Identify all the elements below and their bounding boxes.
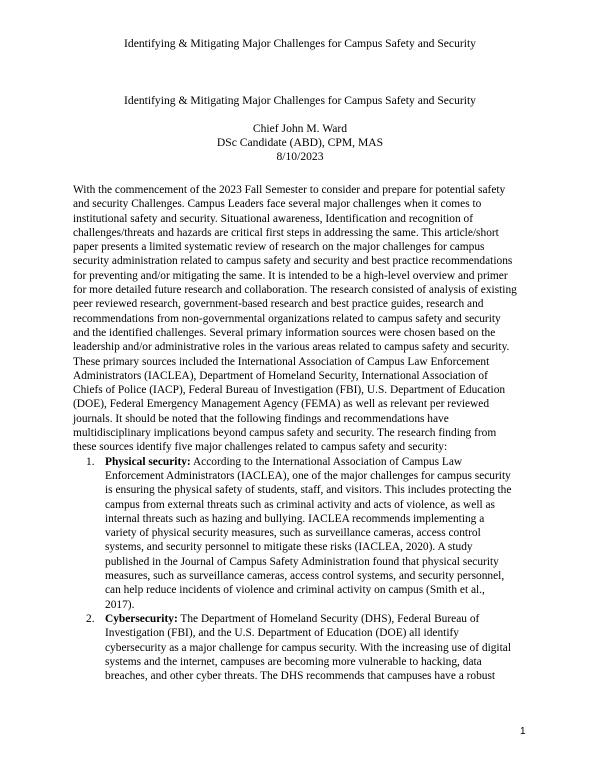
intro-line: recommendations from non-governmental organizations related to campus safety and security xyxy=(73,312,501,325)
intro-line: for more detailed future research and collaboration. The research consisted of analysis of existing xyxy=(73,284,517,297)
document-title: Identifying & Mitigating Major Challenges for Campus Safety and Security xyxy=(124,94,476,107)
body-text xyxy=(73,183,535,683)
author-credentials: DSc Candidate (ABD), CPM, MAS xyxy=(216,136,384,149)
challenge-term: Physical security: xyxy=(105,455,191,468)
list-item-number: 1. xyxy=(86,455,95,468)
intro-line: (DOE), Federal Emergency Management Agency (FEMA) as well as relevant per reviewed xyxy=(73,398,490,411)
document-date: 8/10/2023 xyxy=(276,150,324,163)
list-item xyxy=(73,455,535,612)
intro-line: multidisciplinary implications beyond campus safety and security. The research finding from xyxy=(73,427,497,440)
intro-line: for preventing and/or mitigating the same. It is intended to be a high-level overview and primer xyxy=(73,269,508,282)
page-number: 1 xyxy=(520,726,526,737)
challenge-text: The Department of Homeland Security (DHS), Federal Bureau of xyxy=(177,612,480,625)
intro-line: journals. It should be noted that the following findings and recommendations have xyxy=(73,412,449,425)
list-item-line: systems, and security personnel to mitigate these risks (IACLEA, 2020). A study xyxy=(105,541,473,554)
list-item-number: 2. xyxy=(86,612,95,625)
list-item-line: systems and the internet, campuses are becoming more vulnerable to hacking, data xyxy=(105,655,482,668)
list-item-line: Investigation (FBI), and the U.S. Department of Education (DOE) all identify xyxy=(105,627,459,640)
intro-line: and the identified challenges. Several primary information sources were chosen based on the xyxy=(73,326,496,339)
intro-line: Administrators (IACLEA), Department of Homeland Security, International Association of xyxy=(73,369,488,382)
intro-line: and security Challenges. Campus Leaders face several major challenges when it comes to xyxy=(73,198,482,211)
list-item-line: 2017). xyxy=(105,598,135,611)
intro-line: institutional safety and security. Situational awareness, Identification and recognition of xyxy=(73,212,474,225)
intro-line: peer reviewed research, government-based research and best practice guides, research and xyxy=(73,298,484,311)
list-item-line: measures, such as surveillance cameras, access control systems, and security personnel, xyxy=(105,570,505,583)
list-item-line: is ensuring the physical safety of students, staff, and visitors. This includes protecting the xyxy=(105,484,512,497)
list-item-line: breaches, and other cyber threats. The DHS recommends that campuses have a robust xyxy=(105,670,496,683)
intro-line: Chiefs of Police (IACP), Federal Bureau of Investigation (FBI), U.S. Department of Education xyxy=(73,384,506,397)
intro-line: leadership and/or administrative roles in the various areas related to campus safety and security. xyxy=(73,341,510,354)
list-item-line: internal threats such as hazing and bullying. IACLEA recommends implementing a xyxy=(105,512,485,525)
challenge-term: Cybersecurity: xyxy=(105,612,178,625)
running-header: Identifying & Mitigating Major Challenges for Campus Safety and Security xyxy=(124,37,476,50)
list-item-line: can help reduce incidents of violence and criminal activity on campus (Smith et al., xyxy=(105,584,485,597)
list-item-line: published in the Journal of Campus Safety Administration found that physical security xyxy=(105,555,499,568)
list-item-first-line xyxy=(105,455,535,469)
author-name: Chief John M. Ward xyxy=(252,122,348,135)
list-item-first-line xyxy=(105,612,535,626)
intro-line: With the commencement of the 2023 Fall Semester to consider and prepare for potential safety xyxy=(73,184,506,196)
intro-line: these sources identify five major challenges related to campus safety and security: xyxy=(73,441,448,454)
list-item-line: variety of physical security measures, such as surveillance cameras, access control xyxy=(105,527,481,540)
challenges-list xyxy=(73,455,535,684)
intro-line: These primary sources included the International Association of Campus Law Enforcement xyxy=(73,355,490,368)
challenge-text: According to the International Association of Campus Law xyxy=(190,455,463,468)
list-item xyxy=(73,612,535,683)
intro-line: security administration related to campus safety and security and best practice recommendations xyxy=(73,255,513,268)
list-item-line: Enforcement Administrators (IACLEA), one of the major challenges for campus security xyxy=(105,469,511,482)
title-block xyxy=(0,94,600,164)
list-item-line: campus from external threats such as criminal activity and acts of violence, as well as xyxy=(105,498,495,511)
list-item-line: cybersecurity as a major challenge for campus security. With the increasing use of digital xyxy=(105,641,511,654)
intro-line: paper presents a limited systematic review of research on the major challenges for campus xyxy=(73,241,485,254)
intro-paragraph xyxy=(73,183,535,455)
intro-line: challenges/threats and hazards are critical first steps in addressing the same. This article/short xyxy=(73,226,499,239)
